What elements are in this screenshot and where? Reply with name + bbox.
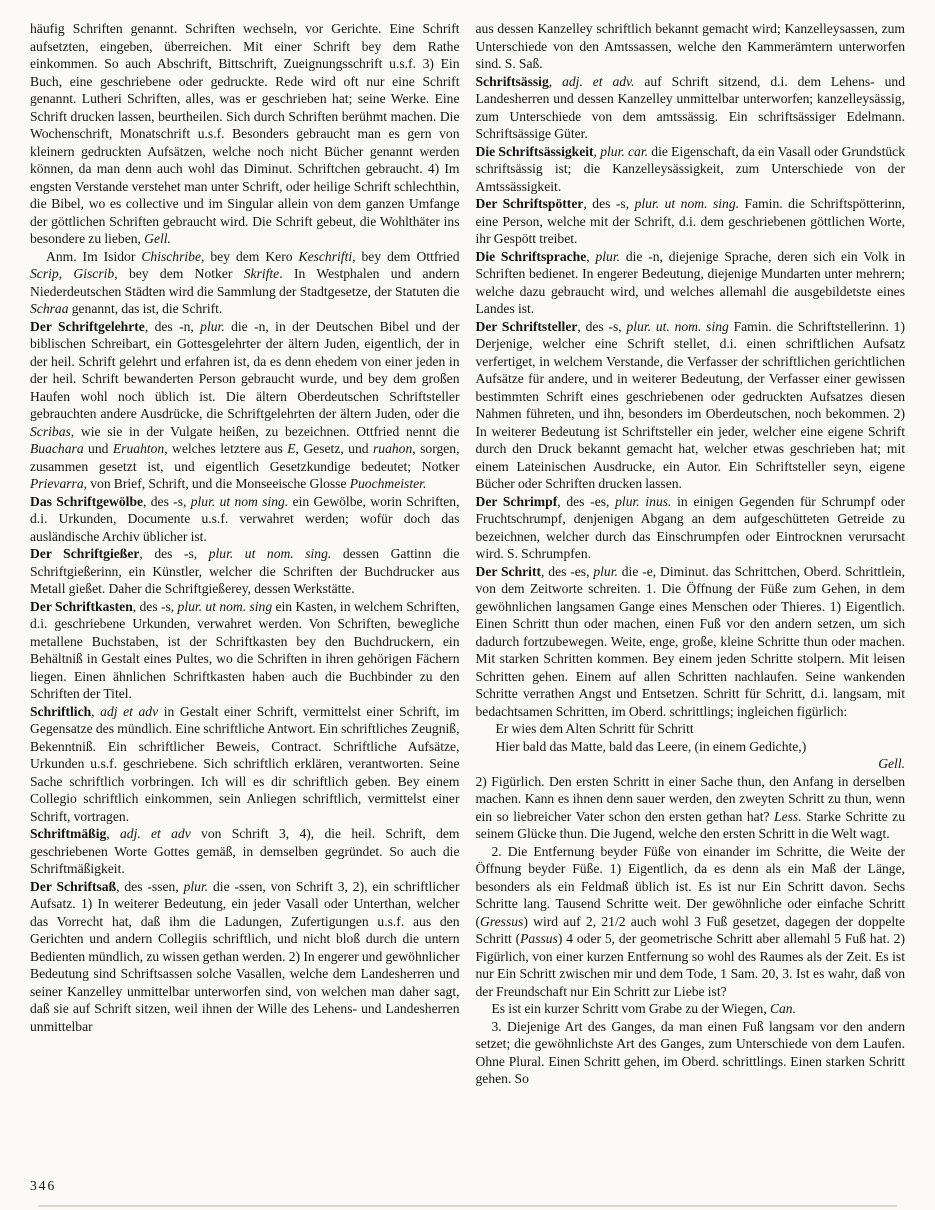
text-run: , sorgen, zusammen gesetzt ist, und eigentlich Gesetzkundige bedeutet; Notker — [30, 441, 460, 474]
text-run: plur. ut. nom. sing — [626, 318, 729, 334]
headword: Die Schriftsässigkeit — [475, 143, 594, 159]
text-run: Passus — [520, 931, 558, 946]
text-run: Skrifte — [243, 266, 280, 281]
text-run: adj et adv — [100, 703, 159, 719]
paragraph — [30, 493, 460, 546]
headword: Der Schritt — [475, 563, 542, 579]
text-run: 3. Diejenige Art des Ganges, da man einen Fuß langsam vor den andern setzet; die gewöhnlichste Art des Ganges, zum Unterschiede von dem Laufen. Ohne Plural. Einen Schritt gehen, im Oberd. schrittlings. Einen starken Schritt gehen. So — [475, 1018, 905, 1086]
paragraph — [30, 703, 460, 826]
text-run: Chischribe — [141, 248, 201, 264]
text-run: , des -ssen, — [116, 878, 184, 894]
text-run: plur. — [595, 248, 621, 264]
text-run: ein Gewölbe, worin Schriften, d.i. Urkunden, Documente u.s.f. verwahret werden; wofür doch das ausländische Archiv üblicher ist. — [30, 493, 460, 544]
text-run: auf Schrift sitzend, d.i. dem Lehens- und Landesherren und dessen Kanzelley unmittelbar unterworfen; kanzelleysässig, zum Unterschiede von dem amtssässig. Ein schriftsässiger Edelmann. Schriftsässige Güter. — [475, 73, 905, 141]
text-run: Puochmeister. — [349, 476, 427, 491]
text-run: plur. — [593, 563, 618, 579]
text-run: Keschrifti — [298, 248, 353, 264]
text-run: Hier bald das Matte, bald das Leere, (in einem Gedichte,) — [495, 738, 807, 754]
page-number: 346 — [30, 1178, 57, 1193]
text-run: Schraa — [30, 301, 69, 316]
text-run: Starke Schritte zu seinem Glücke thun. Die Jugend, welche den ersten Schritt in die Welt wagt. — [475, 808, 906, 841]
text-run: Prievarra — [30, 476, 84, 491]
text-run: Scrip, Giscrib — [30, 266, 115, 281]
paragraph — [30, 598, 460, 703]
text-run: , des -es, — [557, 493, 616, 509]
text-run: dessen Gattinn die Schriftgießerinn, ein Künstler, welcher die Schriften der Buchdrucker aus Metall gießet. Daher die Schriftgießerey, dessen Werkstätte. — [30, 546, 460, 596]
headword: Das Schriftgewölbe — [30, 493, 144, 509]
headword: Der Schriftsaß — [30, 878, 117, 894]
text-run: in Gestalt einer Schrift, vermittelst einer Schrift, im Gegensatze des mündlich. Eine schriftliche Antwort. Ein schriftliches Zeugniß, Bekenntniß. Ein schriftlicher Beweis, Contract. Schriftliche Aufsätze, Urkunden u.s.f. geschriebene. Sich schriftlich erklären, verantworten. Seine Sache schriftlich vorbringen. Ich will es dir schriftlich geben. Bey einem Collegio schriftlich einkommen, sein Anliegen schriftlich, vermittelst einer Schrift, vortragen. — [30, 703, 460, 824]
text-run: Gressus — [480, 913, 524, 929]
text-run: plur. — [200, 318, 225, 334]
text-run: Buachara — [30, 441, 84, 456]
text-run: von Schrift 3, 4), die heil. Schrift, dem geschriebenen Worte Gottes gemäß, in demselben gegründet. So auch die Schriftmäßigkeit. — [30, 826, 460, 876]
text-run: Less. — [774, 808, 802, 824]
text-run: , bey dem Ottfried — [352, 248, 460, 264]
text-run: die Eigenschaft, da ein Vasall oder Grundstück schriftsässig ist; die Kanzelleysässigkeit, zum Unterschiede von der Amtssässigkeit. — [475, 143, 905, 194]
text-run: Eruahton — [112, 441, 165, 456]
text-run: . In Westphalen und andern Niederdeutschen Städten wird die Sammlung der Stadtgesetze, der Statuten die — [30, 266, 460, 299]
text-run: plur. ut nom. sing. — [208, 546, 332, 561]
paragraph — [476, 773, 906, 843]
text-run: in einigen Gegenden für Schrumpf oder Fruchtschrumpf, denjenigen Abgang an dem aufgeschütteten Getreide zu bezeichnen, welcher durch das Einschrumpfen oder Eintrocknen verursacht wird. S. Schrumpfen. — [475, 493, 906, 561]
column-right — [476, 20, 906, 1088]
text-run: ) 4 oder 5, der geometrische Schritt aber allemahl 5 Fuß hat. 2) Figürlich, von einer kurzen Entfernung so wohl des Raumes als der Zeit. Es ist nur Ein Schritt zwischen mir und dem Tode, 1 Sam. 20, 3. Ist es wahr, daß von der Freundschaft nur Ein Schritt zur Liebe ist? — [475, 931, 905, 999]
text-run: plur. ut nom sing. — [190, 493, 289, 509]
text-run: plur. car. — [600, 143, 649, 159]
text-run: , des -n, — [144, 318, 201, 334]
paragraph — [30, 318, 460, 493]
text-run: , Gesetz, und — [295, 441, 373, 456]
headword: Der Schriftspötter — [475, 196, 584, 211]
text-run: plur. ut nom. sing — [177, 598, 273, 614]
paragraph — [476, 738, 906, 756]
text-run: 2. Die Entfernung beyder Füße von einander im Schritte, die Weite der Öffnung beyder Füße. 1) Eigentlich, da es denn als ein Maß der Länge, besonders als ein Feldmaß üblich ist. Es ist nur Ein Schritt davon. Sechs Schritte lang. Tausend Schritte weit. Der gewöhnliche oder einfache Schritt ( — [475, 843, 905, 929]
headword: Der Schriftgießer — [30, 546, 140, 561]
text-run: Gell. — [878, 756, 905, 771]
text-run: plur. — [183, 878, 209, 894]
scan-artifact-line — [38, 1205, 897, 1207]
headword: Der Schriftkasten — [30, 598, 133, 614]
headword: Der Schriftsteller — [475, 318, 578, 334]
column-left — [30, 20, 460, 1088]
text-run: die -n, in der Deutschen Bibel und der biblischen Schreibart, ein Gottesgelehrter der ältern Juden, eigentlich, der in der heil. Schrift gelehrt und erfahren ist, da es denn ehedem von einer jeden in der heil. Schrift bewanderten Person gebraucht wurde, und bey dem großen Haufen wohl noch üblich ist. Die ältern Oberdeutschen Schriftsteller gebrauchten andere Ausdrücke, die Schriftgelehrten der ältern Juden, oder die — [30, 318, 460, 421]
paragraph — [476, 20, 906, 73]
paragraph — [476, 843, 906, 1001]
paragraph — [476, 73, 906, 143]
paragraph — [476, 493, 906, 563]
text-run: , — [593, 143, 601, 159]
text-run: , — [548, 73, 563, 89]
paragraph — [476, 318, 906, 493]
text-run: die -n, diejenige Sprache, deren sich ein Volk in Schriften bedienet. In engerer Bedeutung, diejenige Mundarten unter mehrern; welche dazu gebraucht wird, und welches allemahl die ausgebildetste eines Landes ist. — [475, 248, 905, 316]
paragraph — [476, 1018, 906, 1088]
text-run: , des -es, — [541, 563, 594, 579]
paragraph — [30, 825, 460, 878]
text-run: und — [83, 441, 113, 456]
headword: Schriftsässig — [475, 73, 549, 89]
text-run: ruahon — [373, 441, 413, 456]
text-run: ein Kasten, in welchem Schriften, d.i. geschriebene Urkunden, verwahret werden. Von Schriften, bewegliche metallene Buchstaben, ist der Schriftkasten bey den Buchdruckern, ein Behältniß in Gestalt eines Pultes, wo die Schriften in ihren gehörigen Fächern liegen. Einen ähnlichen Schriftkasten haben auch die Buchbinder zu den Schriften der Titel. — [30, 598, 460, 701]
text-run: , — [106, 826, 120, 841]
text-run: plur. inus. — [615, 493, 672, 509]
text-run: plur. ut nom. sing. — [634, 196, 740, 211]
paragraph — [476, 143, 906, 196]
text-run: , des -s, — [577, 318, 627, 334]
text-run: , — [586, 248, 596, 264]
paragraph — [30, 248, 460, 318]
text-run: die -ssen, von Schrift 3, 2), ein schriftlicher Aufsatz. 1) In weiterer Bedeutung, ein jeder Vasall oder Unterthan, welcher das Vorrecht hat, daß ihm die Ladungen, Zufertigungen u.s.f. aus den Gerichten und andern Collegiis schriftlich, und nicht bloß durch die untern Bedienten mündlich, zu wissen gethan werden. 2) In engerer und gewöhnlicher Bedeutung sind Schriftsassen solche Vasallen, welche dem Landesherren und seiner Kanzelley unmittelbar unterworfen sind, von welchen man daher sagt, daß sie auf Schrift sitzen, weil ihnen der Wille des Lehens- und Landesherren unmittelbar — [30, 878, 460, 1034]
text-run: , welches letztere aus — [164, 441, 288, 456]
text-run: , — [91, 703, 101, 719]
text-run: Gell. — [144, 231, 171, 246]
paragraph — [30, 878, 460, 1036]
text-run: , des -s, — [143, 493, 191, 509]
headword: Schriftlich — [30, 703, 92, 719]
text-run: aus dessen Kanzelley schriftlich bekannt gemacht wird; Kanzelleysassen, zum Unterschiede von den Amtssassen, welche den Kammerämtern unterworfen sind. S. Saß. — [475, 21, 905, 71]
headword: Der Schrimpf — [475, 493, 558, 509]
paragraph — [476, 563, 906, 721]
text-run: Anm. Im Isidor — [46, 248, 142, 264]
text-run: , bey dem Kero — [201, 248, 299, 264]
text-run: 2) Figürlich. Den ersten Schritt in einer Sache thun, den Anfang in derselben machen. Kann es ihnen denn sauer werden, den zweyten Schritt zu thun, wenn ein so liebreicher Vater schon den ersten gethan hat? — [475, 773, 905, 824]
text-columns — [30, 20, 905, 1088]
text-run: Scribas — [30, 423, 71, 439]
text-run: Er wies dem Alten Schritt für Schritt — [495, 721, 694, 736]
paragraph — [476, 248, 906, 318]
text-run: adj. et adv — [119, 826, 191, 841]
text-run: ) wird auf 2, 21/2 auch wohl 3 Fuß gesetzet, dagegen der doppelte Schritt ( — [475, 913, 905, 946]
headword: Der Schriftgelehrte — [30, 318, 145, 334]
paragraph — [476, 720, 906, 738]
text-run: , des -s, — [132, 598, 178, 614]
text-run: Es ist ein kurzer Schritt vom Grabe zu der Wiegen, — [491, 1001, 770, 1016]
text-run: E — [287, 441, 296, 456]
text-run: , wie sie in der Vulgate heißen, zu bezeichnen. Ottfried nennt die — [70, 423, 460, 439]
paragraph — [476, 195, 906, 248]
paragraph — [476, 755, 906, 773]
text-run: adj. et adv. — [562, 73, 635, 89]
paragraph — [30, 20, 460, 248]
text-run: , bey dem Notker — [114, 266, 244, 281]
text-run: Famin. die Schriftstellerinn. 1) Derjenige, welcher eine Schrift stellet, d.i. einen schriftlichen Aufsatz verfertiget, in welchem Verstande, die Verfasser der schriftlichen gerichtlichen Aufsätze für andere, und in weiterer Bedeutung, der Verfasser einer gewissen bestimmten Schrift eines geschriebenen oder gedruckten Aufsatzes diesen Nahmen führeten, und ihn, besonders im Oberdeutschen, noch bekommen. 2) In weiterer Bedeutung ist Schriftsteller ein jeder, welcher eine eigene Schrift durch den Druck bekannt gemacht hat, welcher etwas geschrieben hat; mit einem Lateinischen Ausdrucke, ein Autor. Ein Schriftsteller seyn, eigene Bücher oder Schriften drucken lassen. — [475, 318, 905, 491]
paragraph — [476, 1000, 906, 1018]
text-run: Famin. die Schriftspötterinn, eine Person, welche mit der Schrift, d.i. dem geschriebenen göttlichen Worte, ihr Gespött treibet. — [475, 196, 905, 246]
text-run: die -e, Diminut. das Schrittchen, Oberd. Schrittlein, von dem Zeitworte schreiten. 1. Die Öffnung der Füße zum Gehen, in dem gewöhnlichen langsamen Gange eines Menschen oder Thieres. 1) Eigentlich. Einen Schritt thun oder machen, einen Fuß vor den andern setzen, um sich dadurch fortzubewegen. Weite, enge, große, kleine Schritte thun oder machen. Mit starken Schritten kommen. Bey einem jeden Schritte stolpern. Mit leisen Schritten gehen. Einem auf allen Schritten nachlaufen. Seine wankenden Schritte verrathen Angst und Entsetzen. Schritt für Schritt, d.i. langsam, mit bedachtsamen Schritten, im Oberd. schrittlings; ingleichen figürlich: — [475, 563, 905, 719]
text-run: häufig Schriften genannt. Schriften wechseln, vor Gerichte. Eine Schrift aufsetzten, eingeben, überreichen. Mit einer Schrift bey dem Rathe einkommen. So auch Abschrift, Bittschrift, Zueignungsschrift u.s.f. 3) Ein Buch, eine geschriebene oder gedruckte. Rede wird oft nur eine Schrift genannt. Lutheri Schriften, alles, was er geschrieben hat; seine Werke. Eine Schrift drucken lassen, beurtheilen. Sich durch Schriften berühmt machen. Die Wochenschrift, Monatschrift u.s.f. Besonders gebraucht man es gern von kleinern gedruckten Aufsätzen, welche noch nicht Bücher genannt werden können, da man denn auch wohl das Diminut. Schriftchen gebraucht. 4) Im engsten Verstande verstehet man unter Schrift, oder heilige Schrift schlechthin, die Bibel, wo es collective und im Singular allein von dem ganzen Umfange der göttlichen Schriften gebraucht wird. Die Schrift gebeut, die Wohlthäter ins besondere zu lieben, — [30, 21, 460, 246]
headword: Die Schriftsprache — [475, 248, 587, 264]
text-run: , des -s, — [583, 196, 635, 211]
paragraph — [30, 545, 460, 598]
text-run: Can. — [769, 1001, 796, 1016]
headword: Schriftmäßig — [30, 826, 107, 841]
text-run: genannt, das ist, die Schrift. — [68, 301, 223, 316]
text-run: , des -s, — [139, 546, 209, 561]
text-run: , von Brief, Schrift, und die Monseeische Glosse — [83, 476, 350, 491]
